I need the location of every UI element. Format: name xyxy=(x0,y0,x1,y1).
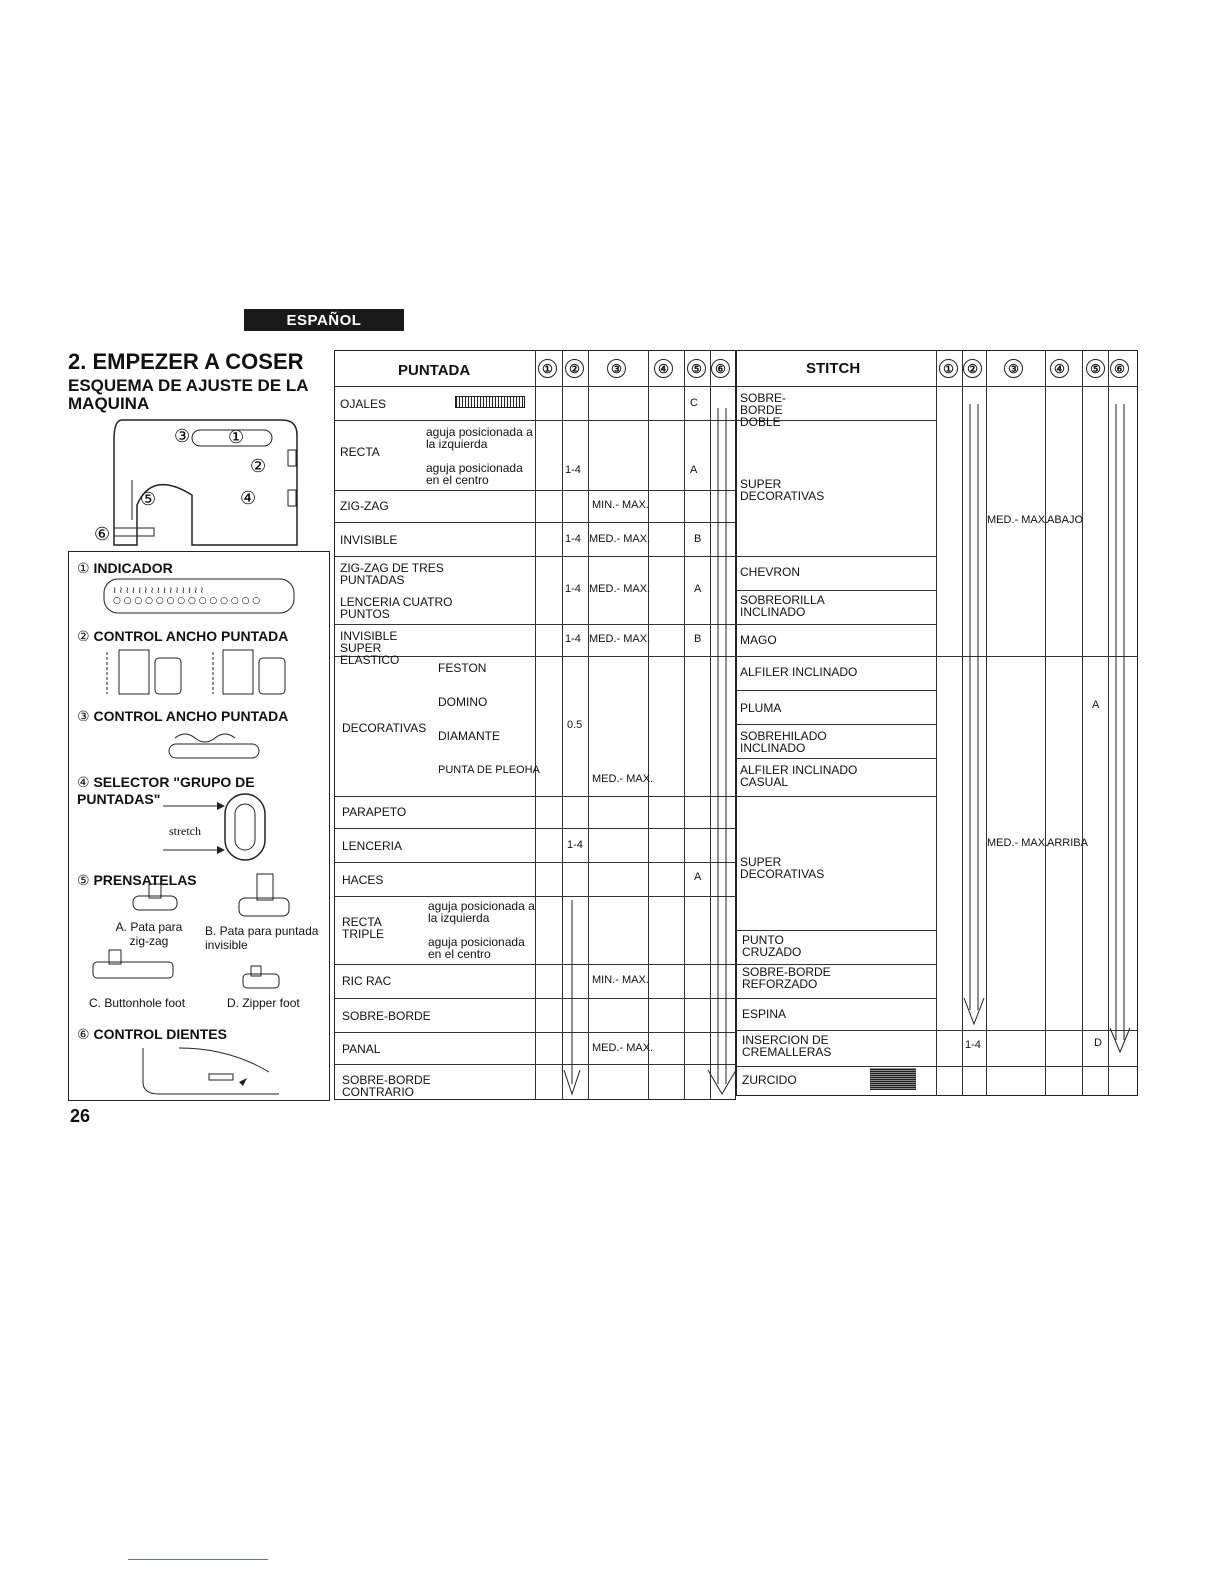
control-3-label: ③ CONTROL ANCHO PUNTADA xyxy=(77,708,289,724)
val-invisible-5: B xyxy=(694,533,702,545)
row-sobreborde-contrario: SOBRE-BORDE CONTRARIO xyxy=(342,1073,431,1099)
header-num-3: ③ xyxy=(607,359,626,378)
row-ojales: OJALES xyxy=(340,397,387,411)
num-4: ④ xyxy=(77,774,90,790)
val-ojales-5: C xyxy=(690,397,698,409)
row-mago: MAGO xyxy=(740,633,777,647)
val-pluma-5: A xyxy=(1092,699,1100,711)
dec-domino: DOMINO xyxy=(438,695,488,709)
header-stitch: STITCH xyxy=(806,360,861,377)
row-pluma: PLUMA xyxy=(740,701,782,715)
num-6: ⑥ xyxy=(77,1026,90,1042)
header-r-num-5: ⑤ xyxy=(1086,359,1105,378)
row-invisible-super: INVISIBLE SUPER ELASTICO xyxy=(340,629,400,667)
foot-a-label: A. Pata para zig-zag xyxy=(115,920,183,948)
row-chevron: CHEVRON xyxy=(740,565,801,579)
row-lenceria-cuatro: LENCERIA CUATRO PUNTOS xyxy=(340,595,453,621)
foot-d-label: D. Zipper foot xyxy=(227,996,300,1010)
svg-text:○ ○ ○ ○ ○ ○ ○ ○ ○ ○ ○ ○ ○ ○: ○ ○ ○ ○ ○ ○ ○ ○ ○ ○ ○ ○ ○ ○ xyxy=(113,596,261,606)
row-sobreborde: SOBRE-BORDE xyxy=(342,1009,431,1023)
row-lenceria: LENCERIA xyxy=(342,839,403,853)
header-num-4: ④ xyxy=(654,359,673,378)
row-haces: HACES xyxy=(342,873,384,887)
val-recta-2: 1-4 xyxy=(565,464,581,476)
stretch-label: stretch xyxy=(169,824,201,838)
svg-text:①: ① xyxy=(228,427,245,448)
header-r-num-6: ⑥ xyxy=(1110,359,1129,378)
num-5: ⑤ xyxy=(77,872,90,888)
val-tres-3: MED.- MAX. xyxy=(589,583,651,595)
row-zigzag-tres: ZIG-ZAG DE TRES PUNTADAS xyxy=(340,561,444,587)
foot-c-label: C. Buttonhole foot xyxy=(89,996,186,1010)
val-tres-2: 1-4 xyxy=(565,583,581,595)
header-r-num-3: ③ xyxy=(1004,359,1023,378)
svg-text:②: ② xyxy=(250,456,267,477)
control-1-label: ① INDICADOR xyxy=(77,560,173,576)
row-sobreorilla: SOBREORILLA INCLINADO xyxy=(740,593,825,619)
row-sobrehilado: SOBREHILADO INCLINADO xyxy=(740,729,827,755)
row-parapeto: PARAPETO xyxy=(342,805,407,819)
val-invsuper-3: MED.- MAX. xyxy=(589,633,651,645)
val-superdec-4: ABAJO xyxy=(1047,514,1084,526)
header-puntada: PUNTADA xyxy=(398,362,471,379)
control-6-label: ⑥ CONTROL DIENTES xyxy=(77,1026,227,1042)
val-panal-3: MED.- MAX. xyxy=(592,1042,654,1054)
row-zurcido: ZURCIDO xyxy=(742,1073,797,1087)
recta-aguja-izq: aguja posicionada a la izquierda xyxy=(426,425,533,451)
row-zigzag: ZIG-ZAG xyxy=(340,499,389,513)
row-super-decorativas: SUPER DECORATIVAS xyxy=(740,477,825,503)
language-tab: ESPAÑOL xyxy=(244,309,404,331)
val-superdec2-4: ARRIBA xyxy=(1047,837,1088,849)
val-superdec2-3: MED.- MAX. xyxy=(987,837,1049,849)
header-num-6: ⑥ xyxy=(711,359,730,378)
section-title: 2. EMPEZER A COSER xyxy=(68,349,304,374)
header-r-num-2: ② xyxy=(963,359,982,378)
foot-b-label: B. Pata para puntada invisible xyxy=(205,924,319,952)
row-invisible: INVISIBLE xyxy=(340,533,398,547)
dec-diamante: DIAMANTE xyxy=(438,729,501,743)
header-r-num-4: ④ xyxy=(1050,359,1069,378)
val-lenceria-2: 1-4 xyxy=(567,839,583,851)
header-num-2: ② xyxy=(565,359,584,378)
svg-text:③: ③ xyxy=(174,426,191,447)
control-2-label: ② CONTROL ANCHO PUNTADA xyxy=(77,628,289,644)
svg-text:④: ④ xyxy=(240,488,257,509)
control-4-label: ④ SELECTOR "GRUPO DE PUNTADAS" xyxy=(77,774,255,807)
section-subtitle: ESQUEMA DE AJUSTE DE LA MAQUINA xyxy=(68,376,308,413)
recta-aguja-centro: aguja posicionada en el centro xyxy=(426,461,523,487)
svg-text:⑤: ⑤ xyxy=(140,489,157,510)
triple-aguja-izq: aguja posicionada a la izquierda xyxy=(428,899,535,925)
row-espina: ESPINA xyxy=(742,1007,787,1021)
val-ricrac-3: MIN.- MAX. xyxy=(592,974,649,986)
dec-feston: FESTON xyxy=(438,661,487,675)
row-sobreborde-reforzado: SOBRE-BORDE REFORZADO xyxy=(742,965,831,991)
header-num-1: ① xyxy=(538,359,557,378)
val-insercion-2: 1-4 xyxy=(965,1039,981,1051)
row-recta-triple: RECTA TRIPLE xyxy=(342,915,385,941)
val-invisible-2: 1-4 xyxy=(565,533,581,545)
page-number: 26 xyxy=(70,1106,91,1126)
row-sobreborde-doble: SOBRE-BORDE DOBLE xyxy=(740,391,787,429)
row-recta: RECTA xyxy=(340,445,380,459)
triple-aguja-centro: aguja posicionada en el centro xyxy=(428,935,525,961)
svg-text:⑥: ⑥ xyxy=(94,524,111,545)
row-ricrac: RIC RAC xyxy=(342,974,392,988)
val-dec-2: 0.5 xyxy=(567,719,583,731)
control-5-label: ⑤ PRENSATELAS xyxy=(77,872,197,888)
val-invsuper-5: B xyxy=(694,633,702,645)
val-tres-5: A xyxy=(694,583,702,595)
dec-punta: PUNTA DE PLEOHA xyxy=(438,764,540,776)
row-insercion: INSERCION DE CREMALLERAS xyxy=(742,1033,832,1059)
header-num-5: ⑤ xyxy=(687,359,706,378)
val-dec-3: MED.- MAX. xyxy=(592,773,654,785)
row-panal: PANAL xyxy=(342,1042,381,1056)
num-3: ③ xyxy=(77,708,90,724)
row-punto-cruzado: PUNTO CRUZADO xyxy=(742,933,802,959)
num-1: ① xyxy=(77,560,90,576)
val-recta-5: A xyxy=(690,464,698,476)
row-alfiler-casual: ALFILER INCLINADO CASUAL xyxy=(740,763,858,789)
header-r-num-1: ① xyxy=(939,359,958,378)
val-haces-5: A xyxy=(694,871,702,883)
val-insercion-5: D xyxy=(1094,1037,1102,1049)
val-superdec-3: MED.- MAX. xyxy=(987,514,1049,526)
num-2: ② xyxy=(77,628,90,644)
row-alfiler-inclinado: ALFILER INCLINADO xyxy=(740,665,858,679)
svg-text:≀ ≀ ≀ ≀ ≀ ≀ ≀ ≀ ≀ ≀ ≀ ≀ ≀ ≀ ≀: ≀ ≀ ≀ ≀ ≀ ≀ ≀ ≀ ≀ ≀ ≀ ≀ ≀ ≀ ≀ xyxy=(113,586,204,596)
row-super-decorativas-2: SUPER DECORATIVAS xyxy=(740,855,825,881)
val-invisible-3: MED.- MAX. xyxy=(589,533,651,545)
row-decorativas: DECORATIVAS xyxy=(342,721,427,735)
val-zigzag-3: MIN.- MAX. xyxy=(592,499,649,511)
footer-rule xyxy=(128,1559,268,1560)
val-invsuper-2: 1-4 xyxy=(565,633,581,645)
